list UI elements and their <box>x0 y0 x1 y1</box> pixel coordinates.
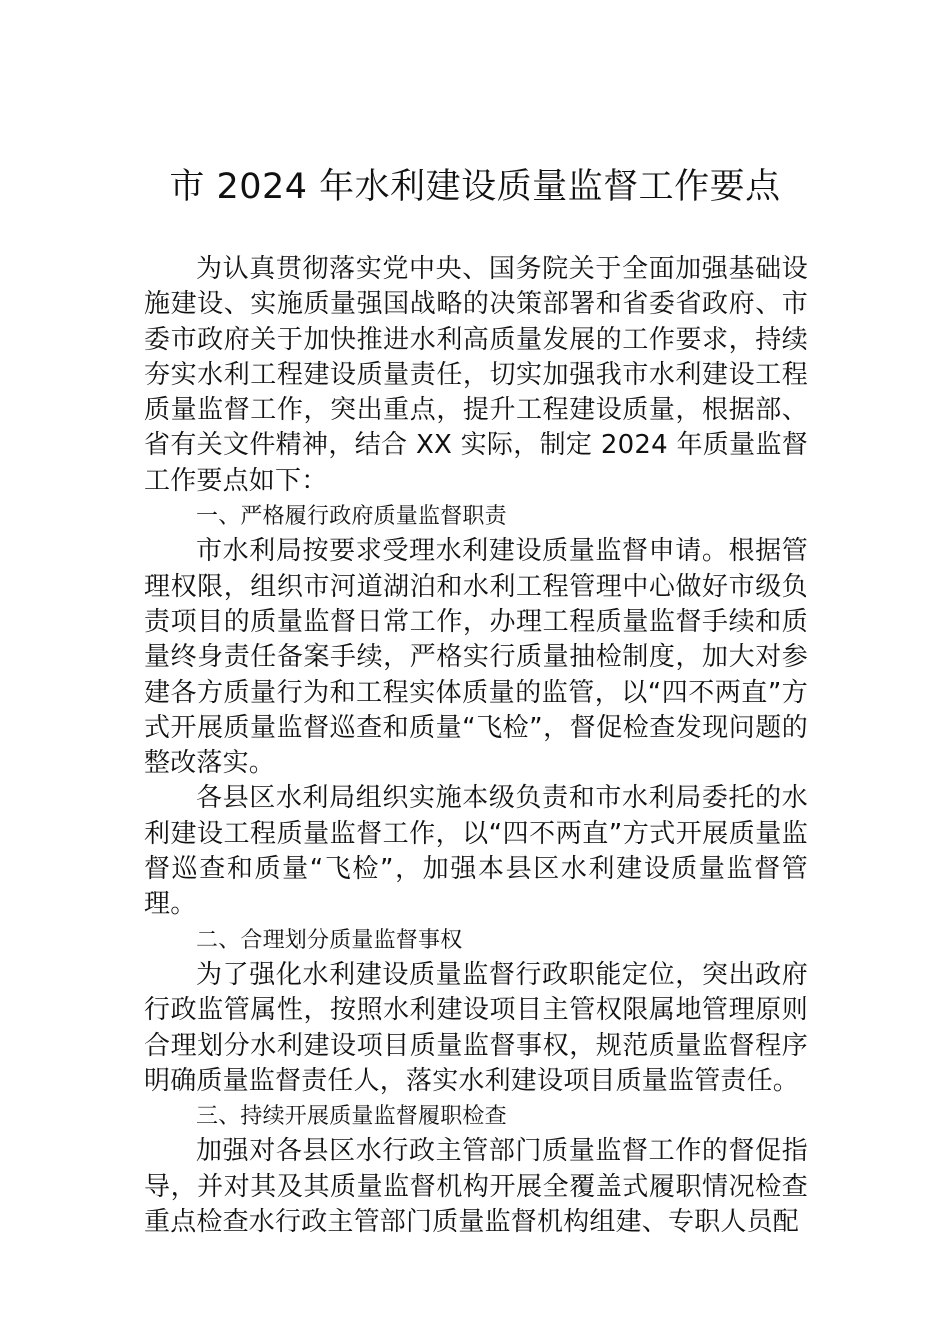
section-1-paragraph-1: 市水利局按要求受理水利建设质量监督申请。根据管理权限，组织市河道湖泊和水利工程管理中心做好市级负责项目的质量监督日常工作，办理工程质量监督手续和质量终身责任备案手续，严格实行质量抽检制度，加大对参建各方质量行为和工程实体质量的监管，以“四不两直”方式开展质量监督巡查和质量“飞检”，督促检查发现问题的整改落实。 <box>144 536 808 779</box>
section-1-paragraph-2: 各县区水利局组织实施本级负责和市水利局委托的水利建设工程质量监督工作，以“四不两直”方式开展质量监督巡查和质量“飞检”，加强本县区水利建设质量监督管理。 <box>144 783 808 920</box>
section-heading-3: 三、持续开展质量监督履职检查 <box>196 1104 507 1130</box>
document-body <box>144 252 808 1240</box>
section-heading-2: 二、合理划分质量监督事权 <box>196 927 463 953</box>
section-3-paragraph-1: 加强对各县区水行政主管部门质量监督工作的督促指导，并对其及其质量监督机构开展全覆盖式履职情况检查重点检查水行政主管部门质量监督机构组建、专职人员配 <box>144 1136 808 1238</box>
intro-paragraph: 为认真贯彻落实党中央、国务院关于全面加强基础设施建设、实施质量强国战略的决策部署和省委省政府、市委市政府关于加快推进水利高质量发展的工作要求，持续夯实水利工程建设质量责任，切实加强我市水利建设工程质量监督工作，突出重点，提升工程建设质量，根据部、省有关文件精神，结合 XX 实际，制定 2024 年质量监督工作要点如下： <box>144 254 808 496</box>
section-2-paragraph-1: 为了强化水利建设质量监督行政职能定位，突出政府行政监管属性，按照水利建设项目主管权限属地管理原则合理划分水利建设项目质量监督事权，规范质量监督程序明确质量监督责任人，落实水利建设项目质量监管责任。 <box>144 959 808 1096</box>
document-title: 市 2024 年水利建设质量监督工作要点 <box>169 167 781 207</box>
section-heading-1: 一、严格履行政府质量监督职责 <box>196 504 507 530</box>
